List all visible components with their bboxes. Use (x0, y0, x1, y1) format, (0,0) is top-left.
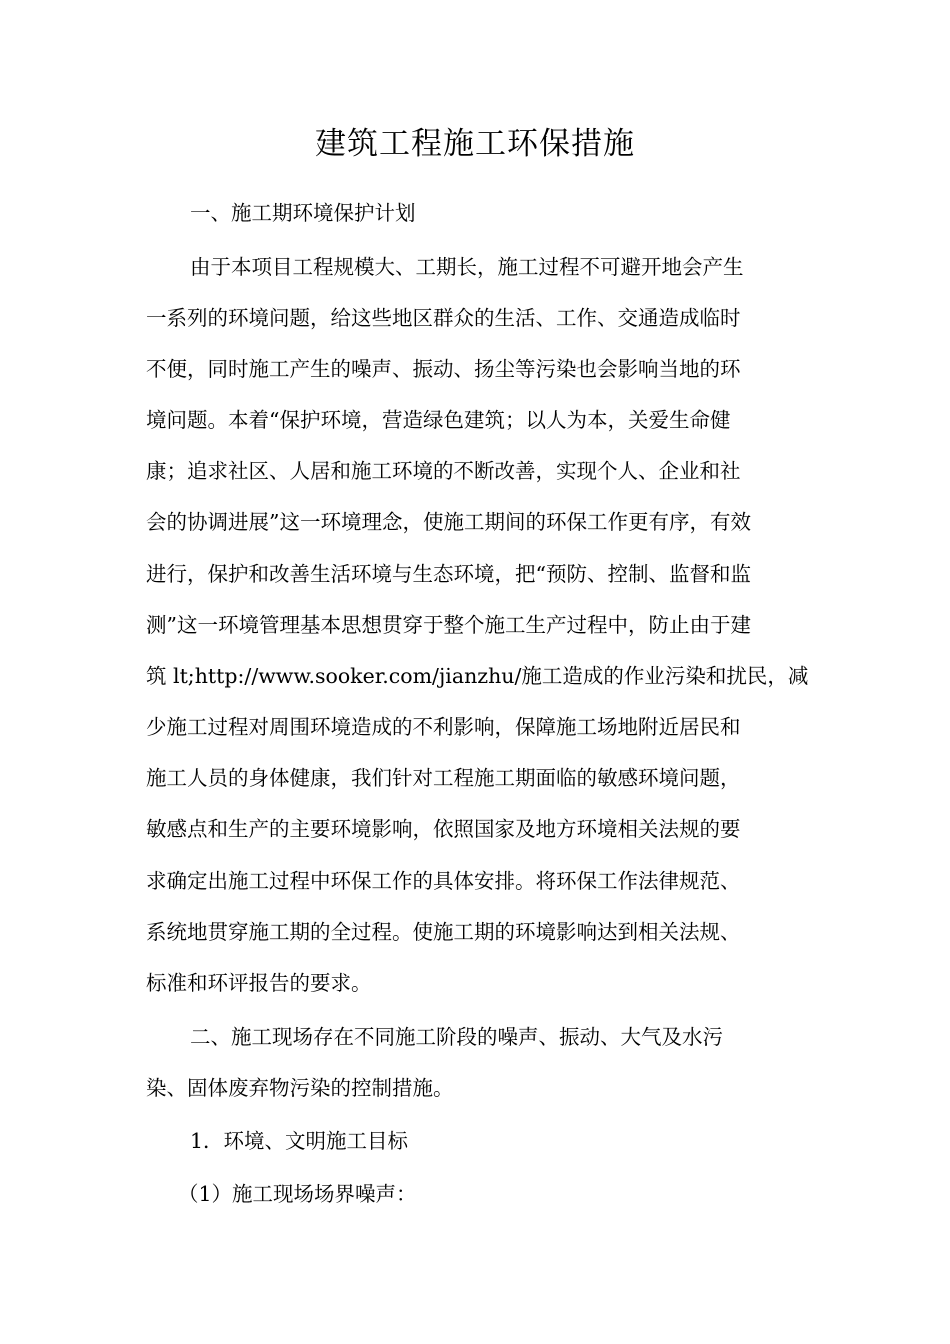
paragraph-line: 标准和环评报告的要求。 (146, 971, 372, 995)
document-title: 建筑工程施工环保措施 (315, 126, 635, 162)
section-heading-2-line: 染、固体废弃物污染的控制措施。 (146, 1076, 454, 1100)
paragraph-line: 境问题。本着“保护环境，营造绿色建筑；以人为本，关爱生命健 (146, 408, 731, 432)
paragraph-line: 不便，同时施工产生的噪声、振动、扬尘等污染也会影响当地的环 (146, 357, 741, 381)
section-heading-1: 一、施工期环境保护计划 (190, 201, 416, 225)
paragraph-line: 由于本项目工程规模大、工期长，施工过程不可避开地会产生 (190, 255, 744, 279)
paragraph-line: 求确定出施工过程中环保工作的具体安排。将环保工作法律规范、 (146, 869, 741, 893)
paragraph-line: 会的协调进展”这一环境理念，使施工期间的环保工作更有序，有效 (146, 510, 751, 534)
paragraph-line: 测”这一环境管理基本思想贯穿于整个施工生产过程中，防止由于建 (146, 613, 751, 637)
paragraph-line: 康；追求社区、人居和施工环境的不断改善，实现个人、企业和社 (146, 459, 741, 483)
section-heading-2-line: 二、施工现场存在不同施工阶段的噪声、振动、大气及水污 (190, 1025, 723, 1049)
paragraph-line: 系统地贯穿施工期的全过程。使施工期的环境影响达到相关法规、 (146, 920, 741, 944)
paragraph-line-with-link: 筑 lt;http://www.sooker.com/jianzhu/施工造成的作业污染和扰民，减 (146, 664, 809, 688)
paragraph-line: 少施工过程对周围环境造成的不利影响，保障施工场地附近居民和 (146, 715, 741, 739)
paragraph-line: 一系列的环境问题，给这些地区群众的生活、工作、交通造成临时 (146, 306, 741, 330)
subsection-heading: 1．环境、文明施工目标 (190, 1129, 409, 1153)
paragraph-line: 进行，保护和改善生活环境与生态环境，把“预防、控制、监督和监 (146, 562, 751, 586)
subsection-item-heading: （1）施工现场场界噪声： (178, 1182, 417, 1206)
paragraph-line: 施工人员的身体健康，我们针对工程施工期面临的敏感环境问题， (146, 766, 741, 790)
paragraph-line: 敏感点和生产的主要环境影响，依照国家及地方环境相关法规的要 (146, 817, 741, 841)
